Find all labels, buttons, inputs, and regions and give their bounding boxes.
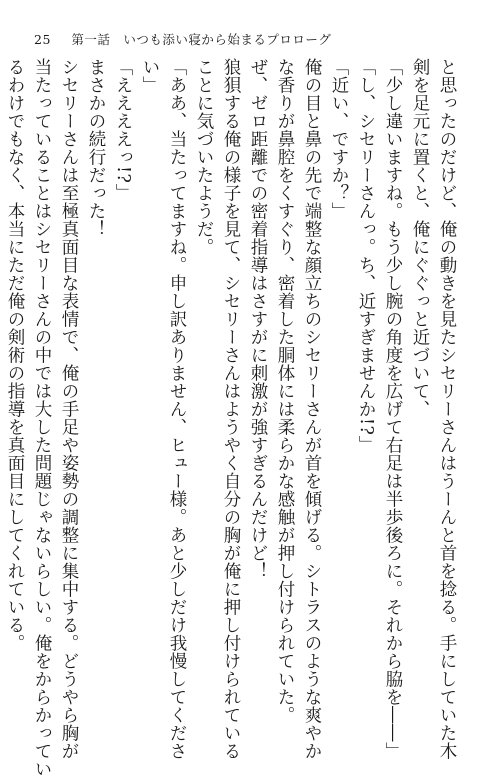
text-line: 「ああ、当たってますね。申し訳ありません、ヒュー様。あと少しだけ我慢してくださ [167,58,187,760]
text-line: 狼狽する俺の様子を見て、シセリーさんはようやく自分の胸が俺に押し付けられている [221,58,241,760]
text-line: 「し、シセリーさんっ。ち、近すぎませんか!?」 [356,58,376,454]
text-line: シセリーさんは至極真面目な表情で、俺の手足や姿勢の調整に集中する。どうやら胸が [59,58,79,760]
text-line: 当たっていることはシセリーさんの中では大した問題じゃないらしい。俺をからかってい [32,58,52,778]
vertical-text-body [5,58,460,778]
text-line: まさかの続行だった！ [86,58,106,238]
text-line: 俺の目と鼻の先で端整な顔立ちのシセリーさんが首を傾げる。シトラスのような爽やか [302,58,322,760]
text-line: 「少し違いますね。もう少し腕の角度を広げて右足は半歩後ろに。それから脇を――」 [383,58,403,760]
text-line: 剣を足元に置くと、俺にぐぐっと近づいて、 [410,58,430,418]
text-line [0,58,1,662]
text-line: と思ったのだけど、俺の動きを見たシセリーさんはうーんと首を捻る。手にしていた木 [437,58,457,760]
running-title: 第一話 いつも添い寝から始まるプロローグ [71,32,332,47]
page-number: 25 [34,32,51,47]
text-line: い」 [140,58,160,94]
running-header [34,30,331,48]
text-line: ぜ、ゼロ距離での密着指導はさすがに刺激が強すぎるんだけど！ [248,58,268,580]
text-line: ことに気づいたようだ。 [194,58,214,256]
text-line: るわけでもなく、本当にただ俺の剣術の指導を真面目にしてくれている。 [5,58,25,652]
text-line: 「近い、ですか？」 [329,58,349,220]
text-line: な香りが鼻腔をくすぐり、密着した胴体には柔らかな感触が押し付けられていた。 [275,58,295,724]
text-line: 「ええええっ!?」 [113,58,133,202]
